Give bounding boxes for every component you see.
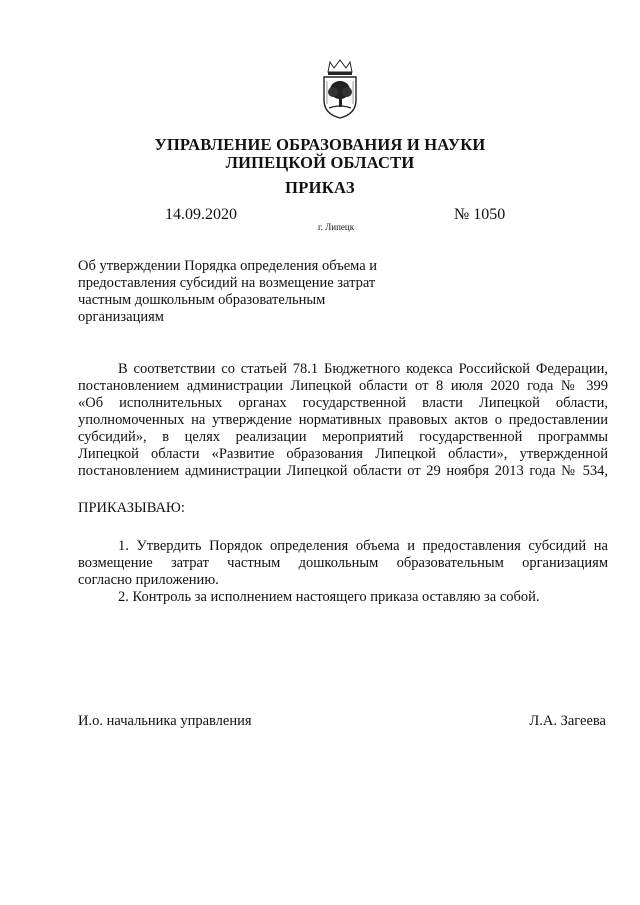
order-items (78, 538, 608, 606)
subject-line: организациям (78, 309, 164, 325)
preamble-line: Липецкой области «Развитие образования Липецкой области», утвержденной (78, 446, 608, 462)
preamble-line: постановлением администрации Липецкой области от 29 ноября 2013 года № 534, (78, 463, 608, 479)
signatory-name: Л.А. Загеева (529, 713, 606, 729)
preamble-line: В соответствии со статьей 78.1 Бюджетного кодекса Российской Федерации, (118, 361, 608, 377)
item-1-line: возмещение затрат частным дошкольным образовательным организациям (78, 555, 608, 571)
preamble-line: постановлением администрации Липецкой области от 8 июля 2020 года № 399 (78, 378, 608, 394)
item-1-line: согласно приложению. (78, 572, 219, 588)
document-city: г. Липецк (318, 222, 355, 232)
org-line-1: УПРАВЛЕНИЕ ОБРАЗОВАНИЯ И НАУКИ (154, 135, 486, 154)
document-date: 14.09.2020 (165, 206, 237, 223)
subject-line: Об утверждении Порядка определения объема и (78, 258, 378, 274)
order-directive: ПРИКАЗЫВАЮ: (78, 500, 185, 516)
organization-name (0, 136, 640, 172)
item-1-line: 1. Утвердить Порядок определения объема и предоставления субсидий на (118, 538, 608, 554)
subject-line: частным дошкольным образовательным (78, 292, 326, 308)
document-subject (78, 258, 408, 326)
preamble-line: уполномоченных на утверждение нормативных правовых актов о предоставлении (78, 412, 608, 428)
preamble-paragraph (78, 361, 608, 480)
signatory-position: И.о. начальника управления (78, 713, 252, 729)
preamble-line: «Об исполнительных органах государственной власти Липецкой области, (78, 395, 608, 411)
item-2: 2. Контроль за исполнением настоящего приказа оставляю за собой. (118, 589, 540, 605)
preamble-line: субсидий», в целях реализации мероприятий государственной программы (78, 429, 608, 445)
org-line-2: ЛИПЕЦКОЙ ОБЛАСТИ (225, 153, 415, 172)
subject-line: предоставления субсидий на возмещение затрат (78, 275, 376, 291)
coat-of-arms-icon (320, 58, 360, 120)
document-number: № 1050 (454, 206, 506, 223)
document-type: ПРИКАЗ (285, 178, 355, 197)
